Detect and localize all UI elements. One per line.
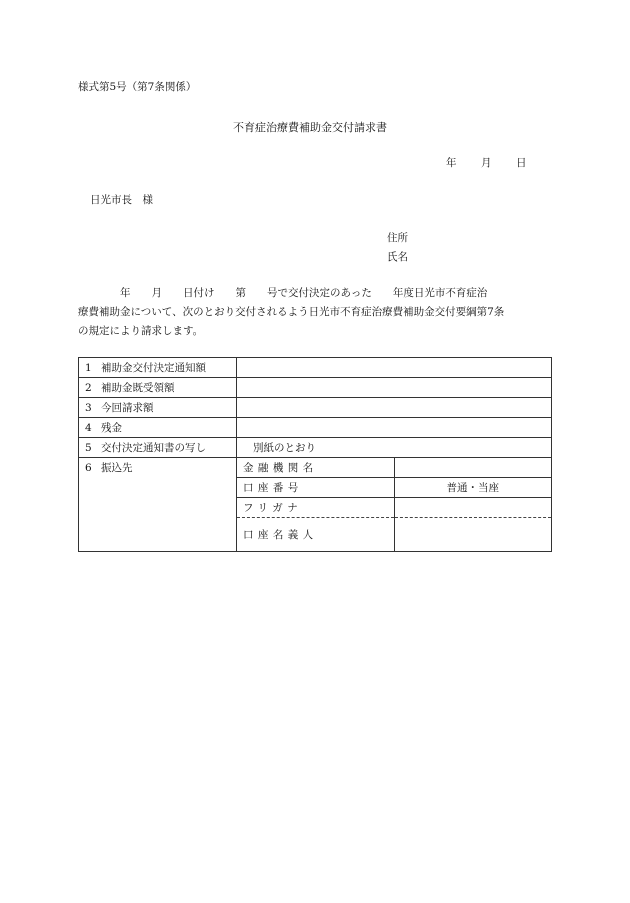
- table-row: [79, 378, 552, 398]
- address-label: 住所: [387, 232, 408, 244]
- account-holder-field[interactable]: [394, 518, 552, 552]
- account-number-label: 口座番号: [237, 478, 395, 498]
- statement-line: 療費補助金について、次のとおり交付されるよう日光市不育症治療費補助金交付要綱第7条: [78, 306, 505, 318]
- addressee: 日光市長 様: [90, 194, 153, 206]
- furigana-field[interactable]: [394, 498, 552, 518]
- table-row: [79, 398, 552, 418]
- form-number: 様式第5号（第7条関係）: [78, 81, 197, 93]
- document-title: 不育症治療費補助金交付請求書: [233, 121, 387, 134]
- request-table: [78, 357, 552, 552]
- attachment-note: 別紙のとおり: [237, 438, 552, 458]
- notified-amount-field[interactable]: [237, 358, 552, 378]
- received-amount-field[interactable]: [237, 378, 552, 398]
- account-holder-label: 口座名義人: [237, 518, 395, 552]
- bank-name-field[interactable]: [394, 458, 552, 478]
- row-label: 3 今回請求額: [79, 398, 237, 418]
- transfer-destination-label: 6 振込先: [79, 458, 237, 552]
- table-row: [79, 418, 552, 438]
- row-label: 4 残金: [79, 418, 237, 438]
- date-year-label: 年: [446, 157, 457, 169]
- date-day-label: 日: [516, 157, 527, 169]
- table-row: [79, 358, 552, 378]
- bank-name-label: 金融機関名: [237, 458, 395, 478]
- row-label: 2 補助金既受領額: [79, 378, 237, 398]
- furigana-label: フリガナ: [237, 498, 395, 518]
- account-type-field[interactable]: 普通・当座: [394, 478, 552, 498]
- row-label: 1 補助金交付決定通知額: [79, 358, 237, 378]
- row-label: 5 交付決定通知書の写し: [79, 438, 237, 458]
- statement-line: 年 月 日付け 第 号で交付決定のあった 年度日光市不育症治: [78, 287, 488, 299]
- table-row: [79, 438, 552, 458]
- date-month-label: 月: [481, 157, 492, 169]
- statement-line: の規定により請求します。: [78, 325, 204, 337]
- requested-amount-field[interactable]: [237, 398, 552, 418]
- table-row: [79, 458, 552, 478]
- remaining-amount-field[interactable]: [237, 418, 552, 438]
- name-label: 氏名: [387, 251, 408, 263]
- request-statement: [78, 284, 556, 341]
